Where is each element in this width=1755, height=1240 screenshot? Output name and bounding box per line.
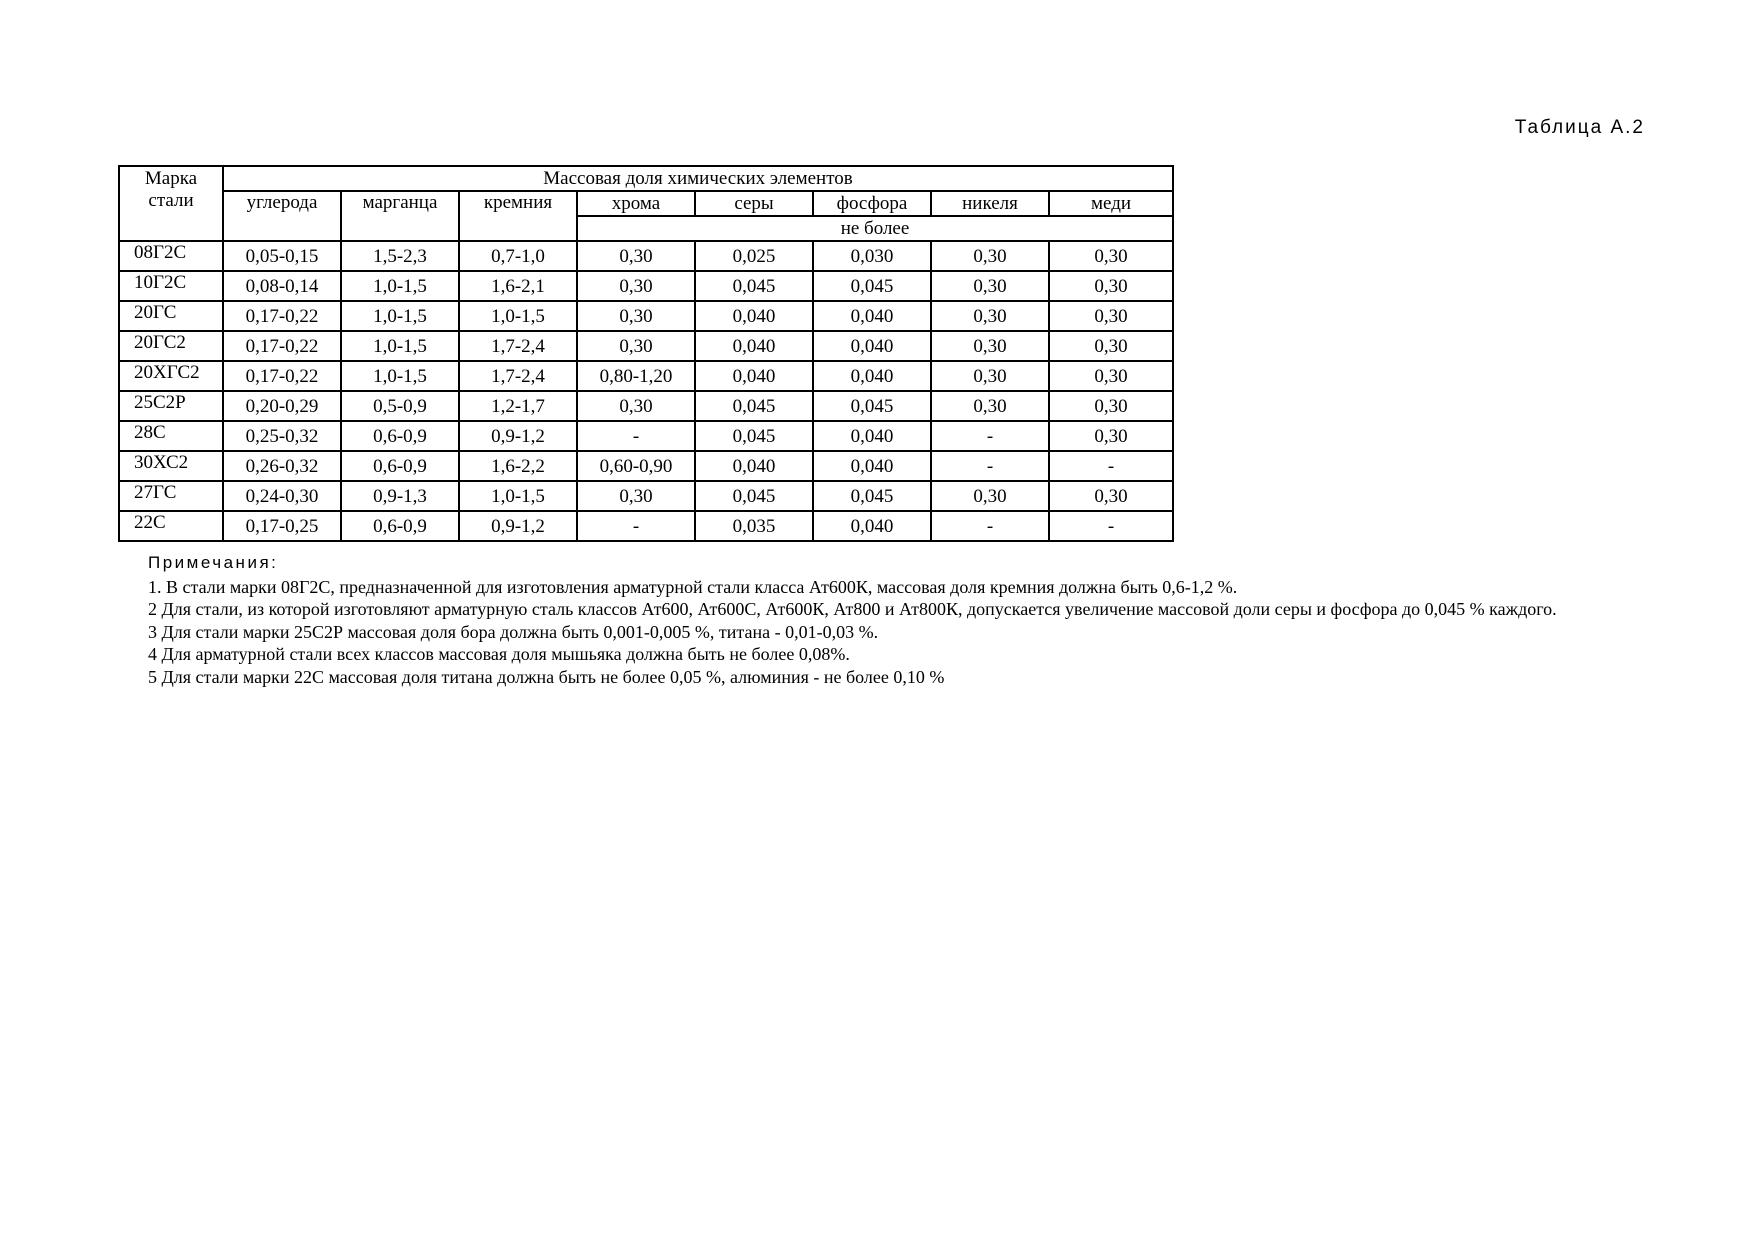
steel-grade-cell: 20ХГС2 xyxy=(119,361,223,391)
manganese-cell: 0,9-1,3 xyxy=(341,481,459,511)
phosphorus-cell: 0,045 xyxy=(813,481,931,511)
carbon-cell: 0,26-0,32 xyxy=(223,451,341,481)
silicon-cell: 1,6-2,1 xyxy=(459,271,577,301)
nickel-cell: 0,30 xyxy=(931,301,1049,331)
copper-cell: 0,30 xyxy=(1049,331,1173,361)
table-caption: Таблица А.2 xyxy=(1514,117,1645,138)
mass-fraction-group-header: Массовая доля химических элементов xyxy=(223,166,1173,191)
steel-grade-header-line-2: стали xyxy=(148,189,194,211)
steel-grade-cell: 20ГС xyxy=(119,301,223,331)
table-row xyxy=(119,451,1173,481)
note-4: 4 Для арматурной стали всех классов массовая доля мышьяка должна быть не более 0,08%. xyxy=(148,644,850,664)
copper-cell: 0,30 xyxy=(1049,391,1173,421)
phosphorus-cell: 0,030 xyxy=(813,241,931,271)
copper-cell: 0,30 xyxy=(1049,481,1173,511)
sulfur-cell: 0,040 xyxy=(695,451,813,481)
steel-grade-cell: 22С xyxy=(119,511,223,541)
chromium-cell: 0,30 xyxy=(577,301,695,331)
copper-cell: 0,30 xyxy=(1049,361,1173,391)
carbon-cell: 0,20-0,29 xyxy=(223,391,341,421)
carbon-cell: 0,17-0,22 xyxy=(223,331,341,361)
chromium-cell: 0,30 xyxy=(577,331,695,361)
note-1: 1. В стали марки 08Г2С, предназначенной для изготовления арматурной стали класса Ат600К, массовая доля кремния должна быть 0,6-1,2 %. xyxy=(148,576,1238,597)
phosphorus-cell: 0,040 xyxy=(813,301,931,331)
copper-cell: - xyxy=(1049,451,1173,481)
table-row xyxy=(119,331,1173,361)
chromium-cell: - xyxy=(577,421,695,451)
manganese-cell: 1,0-1,5 xyxy=(341,271,459,301)
sulfur-cell: 0,040 xyxy=(695,301,813,331)
steel-grade-cell: 30ХС2 xyxy=(119,451,223,481)
phosphorus-cell: 0,045 xyxy=(813,271,931,301)
copper-cell: 0,30 xyxy=(1049,241,1173,271)
table-row xyxy=(119,481,1173,511)
phosphorus-cell: 0,040 xyxy=(813,361,931,391)
table-row xyxy=(119,241,1173,271)
table-row xyxy=(119,271,1173,301)
sulfur-cell: 0,045 xyxy=(695,271,813,301)
note-5: 5 Для стали марки 22С массовая доля титана должна быть не более 0,05 %, алюминия - не более 0,10 % xyxy=(148,666,945,687)
copper-cell: 0,30 xyxy=(1049,421,1173,451)
steel-grade-header xyxy=(119,166,223,241)
steel-grade-cell: 27ГС xyxy=(119,481,223,511)
steel-grade-cell: 08Г2С xyxy=(119,241,223,271)
steel-grade-header-line-1: Марка xyxy=(144,168,198,189)
silicon-cell: 1,2-1,7 xyxy=(459,391,577,421)
carbon-cell: 0,24-0,30 xyxy=(223,481,341,511)
nickel-cell: 0,30 xyxy=(931,481,1049,511)
nickel-cell: 0,30 xyxy=(931,241,1049,271)
silicon-cell: 1,6-2,2 xyxy=(459,451,577,481)
nickel-cell: 0,30 xyxy=(931,271,1049,301)
manganese-cell: 1,0-1,5 xyxy=(341,301,459,331)
manganese-cell: 0,6-0,9 xyxy=(341,421,459,451)
carbon-cell: 0,05-0,15 xyxy=(223,241,341,271)
phosphorus-cell: 0,040 xyxy=(813,331,931,361)
manganese-cell: 1,0-1,5 xyxy=(341,361,459,391)
silicon-cell: 1,7-2,4 xyxy=(459,361,577,391)
nickel-cell: - xyxy=(931,421,1049,451)
column-header-manganese: марганца xyxy=(341,191,459,241)
silicon-cell: 1,0-1,5 xyxy=(459,301,577,331)
silicon-cell: 1,7-2,4 xyxy=(459,331,577,361)
copper-cell: 0,30 xyxy=(1049,271,1173,301)
column-header-carbon: углерода xyxy=(223,191,341,241)
table-row xyxy=(119,511,1173,541)
steel-grade-cell: 20ГС2 xyxy=(119,331,223,361)
column-header-copper: меди xyxy=(1049,191,1173,216)
table-row xyxy=(119,361,1173,391)
column-header-nickel: никеля xyxy=(931,191,1049,216)
chromium-cell: 0,30 xyxy=(577,391,695,421)
phosphorus-cell: 0,040 xyxy=(813,421,931,451)
nickel-cell: 0,30 xyxy=(931,331,1049,361)
silicon-cell: 1,0-1,5 xyxy=(459,481,577,511)
sulfur-cell: 0,045 xyxy=(695,391,813,421)
sulfur-cell: 0,040 xyxy=(695,361,813,391)
column-header-silicon: кремния xyxy=(459,191,577,241)
phosphorus-cell: 0,045 xyxy=(813,391,931,421)
header-row-elements xyxy=(119,191,1173,216)
table-row xyxy=(119,421,1173,451)
silicon-cell: 0,9-1,2 xyxy=(459,511,577,541)
column-header-chromium: хрома xyxy=(577,191,695,216)
manganese-cell: 0,5-0,9 xyxy=(341,391,459,421)
chromium-cell: - xyxy=(577,511,695,541)
phosphorus-cell: 0,040 xyxy=(813,511,931,541)
chromium-cell: 0,30 xyxy=(577,271,695,301)
chromium-cell: 0,60-0,90 xyxy=(577,451,695,481)
chromium-cell: 0,30 xyxy=(577,241,695,271)
table-row xyxy=(119,301,1173,331)
carbon-cell: 0,17-0,22 xyxy=(223,361,341,391)
note-3: 3 Для стали марки 25С2Р массовая доля бора должна быть 0,001-0,005 %, титана - 0,01-0,03 %. xyxy=(148,621,879,642)
silicon-cell: 0,7-1,0 xyxy=(459,241,577,271)
manganese-cell: 1,0-1,5 xyxy=(341,331,459,361)
table-row xyxy=(119,391,1173,421)
copper-cell: 0,30 xyxy=(1049,301,1173,331)
phosphorus-cell: 0,040 xyxy=(813,451,931,481)
header-row-group xyxy=(119,166,1173,191)
nickel-cell: - xyxy=(931,511,1049,541)
copper-cell: - xyxy=(1049,511,1173,541)
carbon-cell: 0,17-0,25 xyxy=(223,511,341,541)
sulfur-cell: 0,045 xyxy=(695,421,813,451)
steel-grade-cell: 10Г2С xyxy=(119,271,223,301)
carbon-cell: 0,08-0,14 xyxy=(223,271,341,301)
nickel-cell: 0,30 xyxy=(931,361,1049,391)
column-header-sulfur: серы xyxy=(695,191,813,216)
notes-section xyxy=(148,552,1728,688)
note-2: 2 Для стали, из которой изготовляют арматурную сталь классов Ат600, Ат600С, Ат600К, Ат800 и Ат800К, допускается увеличение массовой доли серы и фосфора до 0,045 % каждого. xyxy=(148,599,1557,619)
carbon-cell: 0,25-0,32 xyxy=(223,421,341,451)
chromium-cell: 0,80-1,20 xyxy=(577,361,695,391)
sulfur-cell: 0,035 xyxy=(695,511,813,541)
silicon-cell: 0,9-1,2 xyxy=(459,421,577,451)
nickel-cell: - xyxy=(931,451,1049,481)
manganese-cell: 0,6-0,9 xyxy=(341,451,459,481)
notes-title: Примечания: xyxy=(148,553,279,572)
nickel-cell: 0,30 xyxy=(931,391,1049,421)
chromium-cell: 0,30 xyxy=(577,481,695,511)
steel-grade-cell: 28С xyxy=(119,421,223,451)
sulfur-cell: 0,040 xyxy=(695,331,813,361)
column-header-phosphorus: фосфора xyxy=(813,191,931,216)
sulfur-cell: 0,025 xyxy=(695,241,813,271)
table-body xyxy=(119,241,1173,541)
chemical-composition-table xyxy=(118,165,1174,542)
steel-grade-cell: 25С2Р xyxy=(119,391,223,421)
sulfur-cell: 0,045 xyxy=(695,481,813,511)
manganese-cell: 1,5-2,3 xyxy=(341,241,459,271)
carbon-cell: 0,17-0,22 xyxy=(223,301,341,331)
limit-note-header: не более xyxy=(577,216,1173,241)
manganese-cell: 0,6-0,9 xyxy=(341,511,459,541)
